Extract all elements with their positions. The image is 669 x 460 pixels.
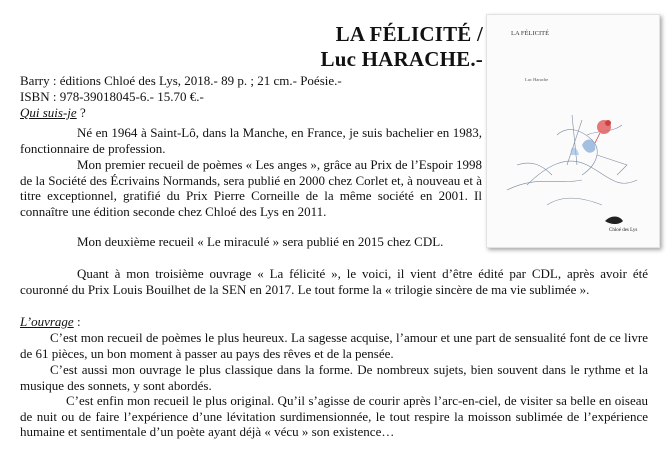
bibliographic-info [20,73,342,121]
work-paragraph-2: C’est aussi mon ouvrage le plus classique dans la forme. De nombreux sujets, bien souvent dans le rythme et la musique des sonnets, y sont abordés. [20,362,648,393]
work-heading-line [20,314,220,330]
work-heading-suffix: : [73,314,81,329]
isbn-line: ISBN : 978-39018045-6.- 15.70 €.- [20,89,204,104]
cover-blue-wings [571,140,596,155]
cover-artwork [487,15,659,247]
publication-line: Barry : éditions Chloé des Lys, 2018.- 89 p. ; 21 cm.- Poésie.- [20,73,342,88]
about-paragraph-2: Mon premier recueil de poèmes « Les anges », grâce au Prix de l’Espoir 1998 de la Société des Écrivains Normands, sera publié en 2000 chez Corlet et, à nouveau et à titre exceptionnel, gratifié du Prix Pierre Corneille de la même société en 2001. Il connaître une édition seconde chez Chloé des Lys en 2011. [20,157,482,219]
work-paragraph-3: C’est enfin mon recueil le plus original. Qu’il s’agisse de courir après l’arc-en-ciel, de visiter sa belle en oiseau de nuit ou de faire l’expérience d’une lévitation surdimensionnée, le tout respire la moisson sublimée de l’expérience humaine et sentimentale d’un poète ayant déjà « vécu » son existence… [20,393,648,439]
about-heading-suffix: ? [76,105,86,120]
about-heading-line [20,105,342,121]
about-heading: Qui suis-je [20,105,77,120]
book-cover-image [486,14,660,248]
about-paragraph-1: Né en 1964 à Saint-Lô, dans la Manche, en France, je suis bachelier en 1983, fonctionnaire de profession. [20,125,482,156]
cover-title: LA FÉLICITÉ [511,30,550,37]
cover-author: Luc Harache [525,77,549,82]
about-paragraph-4: Quant à mon troisième ouvrage « La félicité », le voici, il vient d’être édité par CDL, après avoir été couronné du Prix Louis Bouilhet de la SEN en 2017. Le tout forme la « trilogie sincère de ma vie sublimée ». [20,266,648,297]
work-heading: L’ouvrage [20,314,74,329]
cover-sketch [507,115,637,205]
cover-publisher-logo [605,217,637,234]
cover-red-flower [595,120,611,143]
work-paragraph-1: C’est mon recueil de poèmes le plus heureux. La sagesse acquise, l’amour et une part de sensualité font de ce livre de 61 pièces, un bon moment à passer au pays des rêves et de la pensée. [20,330,648,361]
about-paragraph-3: Mon deuxième recueil « Le miraculé » sera publié en 2015 chez CDL. [77,234,444,249]
book-author: Luc HARACHE.- [320,47,483,71]
book-title: LA FÉLICITÉ / [335,22,483,46]
cover-publisher: Chloé des Lys [609,228,638,233]
book-title-block [183,22,483,72]
